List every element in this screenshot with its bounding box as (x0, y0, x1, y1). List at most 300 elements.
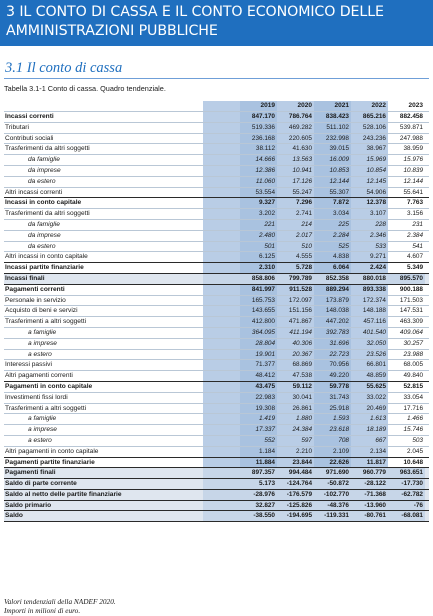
row-value: 511.102 (314, 123, 351, 133)
row-label: Incassi partite finanziarie (5, 264, 84, 272)
row-value: 14.666 (240, 155, 277, 165)
row-value: 55.625 (351, 382, 388, 392)
row-value: 1.613 (351, 414, 388, 424)
row-value: 12.378 (351, 198, 388, 208)
row-value (203, 328, 240, 338)
row-value: 865.216 (351, 112, 388, 122)
row-value: 667 (351, 436, 388, 446)
row-value: 225 (314, 220, 351, 230)
row-value: 31.696 (314, 339, 351, 349)
table-row (4, 154, 429, 165)
row-label: Altri incassi correnti (5, 188, 63, 196)
row-value: -62.782 (388, 490, 425, 500)
row-value: 525 (314, 242, 351, 252)
row-value: -50.872 (314, 479, 351, 489)
row-value: 501 (240, 242, 277, 252)
row-value: 15.746 (403, 426, 423, 434)
row-value: 510 (277, 242, 314, 252)
table-row (4, 338, 429, 349)
row-value (203, 511, 240, 521)
row-value: 20.367 (277, 350, 314, 360)
row-value: -176.579 (277, 490, 314, 500)
table-row (4, 262, 429, 273)
row-label: da imprese (28, 166, 61, 174)
row-value: 22.723 (314, 350, 351, 360)
row-value: 847.170 (240, 112, 277, 122)
row-value: 143.655 (240, 306, 277, 316)
section-divider (4, 78, 429, 79)
row-value: 10.941 (277, 166, 314, 176)
row-value: -124.764 (277, 479, 314, 489)
row-value: 841.997 (240, 285, 277, 295)
row-label: Saldo di parte corrente (5, 480, 77, 488)
row-value: 7.763 (407, 199, 423, 207)
row-value: 889.294 (314, 285, 351, 295)
row-value: 220.605 (277, 134, 314, 144)
row-value (203, 501, 240, 511)
row-label: Incassi finali (5, 274, 45, 282)
row-value: 2.045 (407, 447, 423, 455)
note-line: Importi in milioni di euro. (4, 606, 81, 615)
row-value: 5.728 (277, 263, 314, 273)
row-value: 893.338 (351, 285, 388, 295)
row-value: 38.112 (240, 144, 277, 154)
table-row (4, 392, 429, 403)
row-value: 13.563 (277, 155, 314, 165)
row-value: 2.346 (351, 231, 388, 241)
row-label: Trasferimenti a altri soggetti (5, 318, 87, 326)
row-value: 3.202 (240, 209, 277, 219)
row-value: 243.236 (351, 134, 388, 144)
row-label: da estero (28, 177, 56, 185)
row-value (203, 317, 240, 327)
table-row (4, 403, 429, 414)
row-value (203, 479, 240, 489)
row-value: 38.967 (351, 144, 388, 154)
row-value: 172.097 (277, 296, 314, 306)
row-value: 49.840 (403, 372, 423, 380)
row-value: 409.064 (399, 328, 423, 336)
row-value: 401.540 (351, 328, 388, 338)
row-value (203, 425, 240, 435)
table-row (4, 219, 429, 230)
row-value: 41.630 (277, 144, 314, 154)
row-value: 68.869 (277, 360, 314, 370)
row-value: 17.716 (403, 404, 423, 412)
row-value: 40.306 (277, 339, 314, 349)
row-value: 4.838 (314, 252, 351, 262)
table-row (4, 273, 429, 284)
row-value: 18.189 (351, 425, 388, 435)
table-row (4, 500, 429, 511)
row-value: 151.156 (277, 306, 314, 316)
row-value: 71.377 (240, 360, 277, 370)
row-value: 528.106 (351, 123, 388, 133)
row-value: 2.134 (351, 447, 388, 457)
row-value: 2.741 (277, 209, 314, 219)
table-row (4, 187, 429, 198)
row-value (203, 134, 240, 144)
row-value: 880.018 (351, 274, 388, 284)
row-value (203, 242, 240, 252)
row-value: 552 (240, 436, 277, 446)
row-label: Pagamenti in conto capitale (5, 382, 93, 390)
row-value: 994.484 (277, 468, 314, 478)
row-value: 148.188 (351, 306, 388, 316)
row-value (203, 306, 240, 316)
row-value: -13.960 (351, 501, 388, 511)
row-label: a famiglie (28, 415, 57, 423)
row-value: 48.412 (240, 371, 277, 381)
row-value: -38.550 (240, 511, 277, 521)
row-value: 911.528 (277, 285, 314, 295)
row-value: 6.064 (314, 263, 351, 273)
row-value: 30.257 (403, 339, 423, 347)
row-value: 24.384 (277, 425, 314, 435)
row-value: 55.247 (277, 188, 314, 198)
row-value: 457.116 (351, 317, 388, 327)
row-value (203, 123, 240, 133)
row-label: Contributi sociali (5, 134, 54, 142)
row-value (203, 468, 240, 478)
header-year: 2023 (408, 102, 423, 109)
table-row (4, 122, 429, 133)
row-value: -28.122 (351, 479, 388, 489)
row-value: 364.095 (240, 328, 277, 338)
row-value: 858.806 (240, 274, 277, 284)
row-label: da famiglie (28, 156, 60, 164)
row-value: 43.475 (240, 382, 277, 392)
row-value: 221 (240, 220, 277, 230)
row-value: 38.959 (403, 145, 423, 153)
row-value: 9.327 (240, 198, 277, 208)
row-label: Saldo (5, 512, 23, 520)
note-line: Valori tendenziali della NADEF 2020. (4, 597, 116, 606)
row-value: 55.307 (314, 188, 351, 198)
row-value: 39.015 (314, 144, 351, 154)
header-year: 2020 (277, 101, 314, 111)
row-value: 786.764 (277, 112, 314, 122)
row-value (203, 382, 240, 392)
table-row (4, 478, 429, 489)
row-label: da famiglie (28, 220, 60, 228)
table-row (4, 327, 429, 338)
row-value: 2.480 (240, 231, 277, 241)
row-value: 59.112 (277, 382, 314, 392)
row-label: Pagamenti partite finanziarie (5, 458, 95, 466)
header-year: 2022 (351, 101, 388, 111)
row-value: 463.309 (399, 318, 423, 326)
row-value: 12.386 (240, 166, 277, 176)
row-value: -76 (388, 501, 425, 511)
row-value (203, 371, 240, 381)
row-value: 708 (314, 436, 351, 446)
table-row (4, 424, 429, 435)
row-value: -48.376 (314, 501, 351, 511)
row-label: Investimenti fissi lordi (5, 393, 68, 401)
row-value: 1.880 (277, 414, 314, 424)
row-value: -80.761 (351, 511, 388, 521)
table-row (4, 284, 429, 295)
row-value (203, 447, 240, 457)
row-value: 1.593 (314, 414, 351, 424)
table-row (4, 208, 429, 219)
row-value: 5.349 (407, 264, 423, 272)
row-value: 10.839 (403, 166, 423, 174)
section-title: 3.1 Il conto di cassa (5, 60, 123, 76)
row-value: -125.826 (277, 501, 314, 511)
row-value: 897.357 (240, 468, 277, 478)
row-value: 26.861 (277, 404, 314, 414)
table-row (4, 435, 429, 446)
row-value: 7.296 (277, 198, 314, 208)
row-label: a famiglie (28, 328, 57, 336)
row-value: 852.358 (314, 274, 351, 284)
row-value: 533 (351, 242, 388, 252)
row-value: 55.641 (403, 188, 423, 196)
row-value: 19.308 (240, 404, 277, 414)
row-label: Altri pagamenti in conto capitale (5, 447, 99, 455)
table-row (4, 241, 429, 252)
row-label: Trasferimenti da altri soggetti (5, 145, 90, 153)
row-value: 2.284 (314, 231, 351, 241)
table-row (4, 381, 429, 392)
row-value: 247.988 (399, 134, 423, 142)
row-value: 52.815 (403, 382, 423, 390)
row-value: 53.554 (240, 188, 277, 198)
row-value (203, 209, 240, 219)
table-row (4, 349, 429, 360)
row-value: 2.310 (240, 263, 277, 273)
table-row (4, 165, 429, 176)
row-value: 172.374 (351, 296, 388, 306)
table-row (4, 359, 429, 370)
row-value (203, 339, 240, 349)
table-row (4, 111, 429, 122)
row-value: -28.976 (240, 490, 277, 500)
table-row (4, 370, 429, 381)
table-header-row (4, 101, 429, 111)
row-label: da estero (28, 242, 56, 250)
row-value: 32.827 (240, 501, 277, 511)
row-value: 2.109 (314, 447, 351, 457)
row-value: -119.331 (314, 511, 351, 521)
row-value (203, 285, 240, 295)
row-value: 895.570 (388, 274, 425, 284)
row-value: 469.282 (277, 123, 314, 133)
row-value (203, 177, 240, 187)
row-value: -68.081 (388, 511, 425, 521)
row-value: 960.779 (351, 468, 388, 478)
row-value: 17.126 (277, 177, 314, 187)
row-value: 231 (412, 220, 423, 228)
table-row (4, 446, 429, 457)
table-row (4, 457, 429, 468)
row-value: 9.271 (351, 252, 388, 262)
row-label: a estero (28, 436, 52, 444)
row-value (203, 220, 240, 230)
row-value: 66.801 (351, 360, 388, 370)
row-value: 1.184 (240, 447, 277, 457)
row-value (203, 436, 240, 446)
row-value: 23.526 (351, 350, 388, 360)
row-value: -71.368 (351, 490, 388, 500)
table-caption: Tabella 3.1-1 Conto di cassa. Quadro tendenziale. (4, 84, 166, 93)
row-value: 68.005 (403, 361, 423, 369)
row-value: 16.009 (314, 155, 351, 165)
row-value: 48.859 (351, 371, 388, 381)
row-value: 11.817 (351, 458, 388, 468)
row-value: 19.901 (240, 350, 277, 360)
row-value (203, 296, 240, 306)
table-row (4, 230, 429, 241)
row-value: 20.469 (351, 404, 388, 414)
row-label: Interessi passivi (5, 361, 52, 369)
row-value: 25.918 (314, 404, 351, 414)
row-value (203, 414, 240, 424)
row-value: 47.538 (277, 371, 314, 381)
table-row (4, 295, 429, 306)
row-label: Saldo primario (5, 501, 52, 509)
row-value (203, 166, 240, 176)
row-label: da imprese (28, 231, 61, 239)
table-row (4, 413, 429, 424)
row-value: 228 (351, 220, 388, 230)
row-label: Tributari (5, 123, 29, 131)
row-value: -194.695 (277, 511, 314, 521)
row-value: 539.871 (399, 123, 423, 131)
header-cell (203, 101, 240, 111)
row-value (203, 112, 240, 122)
row-value: 54.906 (351, 188, 388, 198)
row-value: 23.618 (314, 425, 351, 435)
row-value (203, 144, 240, 154)
row-value (203, 198, 240, 208)
row-value: 10.854 (351, 166, 388, 176)
row-value: 165.753 (240, 296, 277, 306)
row-value: 7.872 (314, 198, 351, 208)
row-value: 15.976 (403, 156, 423, 164)
row-value (203, 188, 240, 198)
row-value: 148.038 (314, 306, 351, 316)
row-value (203, 404, 240, 414)
row-value: 471.867 (277, 317, 314, 327)
row-value: 236.168 (240, 134, 277, 144)
row-value: 1.466 (407, 415, 423, 423)
row-value: 971.690 (314, 468, 351, 478)
row-value (203, 274, 240, 284)
row-value (203, 360, 240, 370)
row-value: 33.022 (351, 393, 388, 403)
row-value: 4.607 (407, 253, 423, 261)
row-value: 70.956 (314, 360, 351, 370)
row-label: Trasferimenti da altri soggetti (5, 210, 90, 218)
table-row (4, 467, 429, 478)
row-value: 447.202 (314, 317, 351, 327)
row-label: Acquisto di beni e servizi (5, 307, 78, 315)
row-value: 147.531 (399, 307, 423, 315)
row-value: 4.555 (277, 252, 314, 262)
row-value (203, 393, 240, 403)
row-value: 3.107 (351, 209, 388, 219)
row-value: 32.050 (351, 339, 388, 349)
row-value: 411.194 (277, 328, 314, 338)
row-value: 49.220 (314, 371, 351, 381)
row-value: 12.144 (403, 177, 423, 185)
row-value: 5.173 (240, 479, 277, 489)
chapter-banner (0, 0, 433, 46)
row-value: 799.789 (277, 274, 314, 284)
row-value: 10.648 (403, 458, 423, 466)
row-value: 900.188 (399, 285, 423, 293)
table-row (4, 305, 429, 316)
row-value: 2.210 (277, 447, 314, 457)
row-value: 12.144 (314, 177, 351, 187)
row-value: 33.054 (403, 393, 423, 401)
row-value: 519.336 (240, 123, 277, 133)
row-value (203, 490, 240, 500)
row-label: a imprese (28, 339, 57, 347)
table-row (4, 197, 429, 208)
row-label: Altri pagamenti correnti (5, 372, 73, 380)
row-value: 1.419 (240, 414, 277, 424)
row-value: 12.145 (351, 177, 388, 187)
row-value: 22.983 (240, 393, 277, 403)
row-value (203, 458, 240, 468)
row-value: 31.743 (314, 393, 351, 403)
row-value (203, 231, 240, 241)
row-label: Pagamenti finali (5, 469, 56, 477)
row-value: 30.041 (277, 393, 314, 403)
row-value: 232.998 (314, 134, 351, 144)
row-value (203, 350, 240, 360)
row-value: 11.884 (240, 458, 277, 468)
row-value: 392.783 (314, 328, 351, 338)
row-label: a imprese (28, 426, 57, 434)
header-year: 2019 (240, 101, 277, 111)
row-value (203, 252, 240, 262)
row-label: Incassi correnti (5, 113, 54, 120)
row-label: Trasferimenti a altri soggetti (5, 404, 87, 412)
row-value (203, 263, 240, 273)
row-label: Saldo al netto delle partite finanziarie (5, 490, 122, 498)
row-value: 838.423 (314, 112, 351, 122)
row-value: 22.626 (314, 458, 351, 468)
table-row (4, 143, 429, 154)
row-value: 541 (412, 242, 423, 250)
table-row (4, 489, 429, 500)
row-value: 15.969 (351, 155, 388, 165)
row-value: 2.384 (407, 231, 423, 239)
table-row (4, 316, 429, 327)
row-value: 963.651 (388, 468, 425, 478)
row-value: 6.125 (240, 252, 277, 262)
table-row (4, 510, 429, 521)
row-value: 23.988 (403, 350, 423, 358)
row-value: 11.060 (240, 177, 277, 187)
row-value: 2.017 (277, 231, 314, 241)
header-year: 2021 (314, 101, 351, 111)
row-value: 173.879 (314, 296, 351, 306)
row-value: 17.337 (240, 425, 277, 435)
row-value: 59.778 (314, 382, 351, 392)
row-value: 171.503 (399, 296, 423, 304)
row-value: -17.730 (388, 479, 425, 489)
row-value: 10.853 (314, 166, 351, 176)
row-label: Incassi in conto capitale (5, 199, 82, 207)
row-value (203, 155, 240, 165)
table-row (4, 251, 429, 262)
